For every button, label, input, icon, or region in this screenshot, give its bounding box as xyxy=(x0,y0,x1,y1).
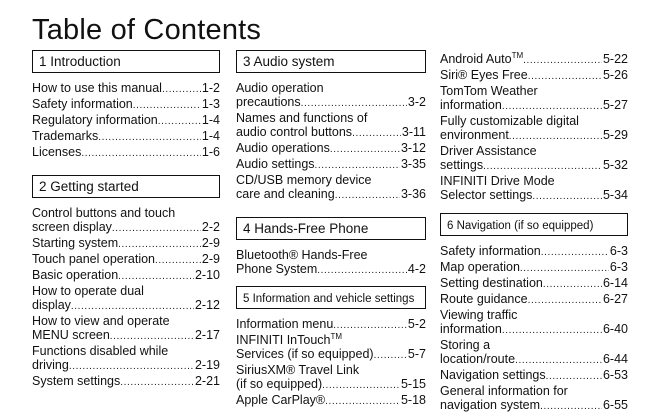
toc-entry-safety-information[interactable] xyxy=(440,244,628,260)
toc-entry-label: Regulatory information xyxy=(32,113,158,127)
dot-leader xyxy=(112,220,201,236)
section-list-navigation xyxy=(440,244,628,414)
toc-entry-label: information xyxy=(440,322,502,336)
toc-entry-last-line xyxy=(236,377,426,393)
toc-entry-cd-usb-memory-device-care-and-cleaning[interactable] xyxy=(236,173,426,203)
column-2 xyxy=(236,50,426,409)
dot-leader xyxy=(528,68,602,84)
toc-page-number: 5-26 xyxy=(602,68,628,82)
toc-entry-last-line xyxy=(236,393,426,409)
dot-leader xyxy=(325,393,400,409)
toc-entry-label: audio control buttons xyxy=(236,125,353,139)
toc-entry-label: Safety information xyxy=(32,97,133,111)
toc-page-number: 6-3 xyxy=(609,244,628,258)
toc-entry-label: How to use this manual xyxy=(32,81,162,95)
toc-entry-route-guidance[interactable] xyxy=(440,292,628,308)
toc-entry-last-line xyxy=(32,236,220,252)
toc-entry-label: Touch panel operation xyxy=(32,252,156,266)
dot-leader xyxy=(502,322,602,338)
toc-entry-line: Functions disabled while xyxy=(32,344,169,358)
toc-page-number: 2-17 xyxy=(194,328,220,342)
toc-entry-trademarks[interactable] xyxy=(32,129,220,145)
toc-entry-label: Licenses xyxy=(32,145,82,159)
toc-entry-label: Audio operations xyxy=(236,141,330,155)
toc-entry-label: Navigation settings xyxy=(440,368,546,382)
toc-entry-line: TomTom Weather xyxy=(440,84,538,98)
toc-entry-last-line xyxy=(440,128,628,144)
toc-entry-names-and-functions-of-audio-control-buttons[interactable] xyxy=(236,111,426,141)
toc-entry-siri-eyes-free[interactable] xyxy=(440,68,628,84)
toc-entry-viewing-traffic-information[interactable] xyxy=(440,308,628,338)
toc-entry-last-line xyxy=(236,157,426,173)
dot-leader xyxy=(509,128,602,144)
toc-page-number: 2-21 xyxy=(194,374,220,388)
toc-page-number: 6-40 xyxy=(602,322,628,336)
dot-leader xyxy=(330,141,400,157)
toc-page-number: 1-2 xyxy=(201,81,220,95)
dot-leader xyxy=(81,145,201,161)
dot-leader xyxy=(118,236,201,252)
dot-leader xyxy=(374,347,407,363)
toc-entry-fully-customizable-digital-environment[interactable] xyxy=(440,114,628,144)
toc-entry-regulatory-information[interactable] xyxy=(32,113,220,129)
dot-leader xyxy=(69,358,194,374)
toc-entry-siriusxm-travel-link-if-so-equipped[interactable] xyxy=(236,363,426,393)
toc-entry-last-line xyxy=(236,125,426,141)
toc-entry-last-line xyxy=(32,81,220,97)
toc-page-number: 6-44 xyxy=(602,352,628,366)
toc-page-number: 5-32 xyxy=(602,158,628,172)
toc-page-number: 3-36 xyxy=(400,187,426,201)
toc-page-number: 2-9 xyxy=(201,236,220,250)
section-list-hands-free-phone xyxy=(236,248,426,278)
dot-leader xyxy=(335,187,400,203)
toc-page-number: 3-11 xyxy=(401,125,426,139)
toc-page-number: 6-3 xyxy=(609,260,628,274)
dot-leader xyxy=(532,188,602,204)
toc-entry-last-line xyxy=(440,352,628,368)
toc-page-number: 5-18 xyxy=(400,393,426,407)
dot-leader xyxy=(543,276,602,292)
toc-entry-label: care and cleaning xyxy=(236,187,335,201)
toc-entry-line: Names and functions of xyxy=(236,111,368,125)
dot-leader xyxy=(483,158,602,174)
toc-entry-last-line xyxy=(236,262,426,278)
toc-entry-how-to-use-this-manual[interactable] xyxy=(32,81,220,97)
toc-entry-last-line xyxy=(440,158,628,174)
toc-entry-general-information-for-navigation-system[interactable] xyxy=(440,384,628,414)
toc-entry-driver-assistance-settings[interactable] xyxy=(440,144,628,174)
dot-leader xyxy=(71,298,194,314)
toc-entry-last-line xyxy=(32,252,220,268)
toc-entry-licenses[interactable] xyxy=(32,145,220,161)
toc-entry-map-operation[interactable] xyxy=(440,260,628,276)
dot-leader xyxy=(352,125,401,141)
toc-entry-android-auto[interactable] xyxy=(440,52,628,68)
toc-entry-last-line xyxy=(440,368,628,384)
toc-page-number: 2-2 xyxy=(201,220,220,234)
toc-entry-audio-operations[interactable] xyxy=(236,141,426,157)
page-title: Table of Contents xyxy=(32,14,262,46)
section-heading-hands-free-phone: 4 Hands-Free Phone xyxy=(236,217,426,240)
dot-leader xyxy=(162,81,201,97)
toc-entry-tomtom-weather-information[interactable] xyxy=(440,84,628,114)
toc-entry-label: MENU screen xyxy=(32,328,110,342)
dot-leader xyxy=(110,328,194,344)
toc-entry-label: Route guidance xyxy=(440,292,528,306)
toc-page-number: 2-12 xyxy=(194,298,220,312)
toc-entry-last-line xyxy=(32,298,220,314)
toc-entry-label: Safety information xyxy=(440,244,541,258)
toc-page-number: 3-12 xyxy=(400,141,426,155)
section-heading-navigation-label: 6 Navigation (if so equipped) xyxy=(447,220,594,232)
toc-entry-touch-panel-operation[interactable] xyxy=(32,252,220,268)
toc-entry-apple-carplay[interactable] xyxy=(236,393,426,409)
toc-entry-last-line xyxy=(32,97,220,113)
toc-entry-information-menu[interactable] xyxy=(236,317,426,333)
dot-leader xyxy=(120,374,194,390)
toc-entry-label: information xyxy=(440,98,502,112)
toc-entry-label: Setting destination xyxy=(440,276,543,290)
dot-leader xyxy=(301,95,407,111)
toc-entry-functions-disabled-while-driving[interactable] xyxy=(32,344,220,374)
toc-page-number: 2-19 xyxy=(194,358,220,372)
toc-page-number: 6-55 xyxy=(602,398,628,412)
toc-entry-line: General information for xyxy=(440,384,568,398)
toc-entry-label: Audio settings xyxy=(236,157,315,171)
dot-leader xyxy=(322,377,400,393)
dot-leader xyxy=(317,262,407,278)
toc-entry-last-line xyxy=(236,141,426,157)
toc-entry-audio-operation-precautions[interactable] xyxy=(236,81,426,111)
toc-page-number: 5-7 xyxy=(407,347,426,361)
section-list-information-part2 xyxy=(440,52,628,204)
column-1 xyxy=(32,50,220,390)
toc-entry-last-line xyxy=(440,398,628,414)
toc-entry-last-line xyxy=(32,268,220,284)
toc-page-number: 5-2 xyxy=(407,317,426,331)
toc-page-number: 5-15 xyxy=(400,377,426,391)
toc-entry-line: Viewing traffic xyxy=(440,308,518,322)
toc-entry-bluetooth-hands-free-phone-system[interactable] xyxy=(236,248,426,278)
column-3 xyxy=(440,52,628,414)
dot-leader xyxy=(118,268,194,284)
toc-entry-starting-system[interactable] xyxy=(32,236,220,252)
dot-leader xyxy=(133,97,201,113)
toc-entry-label: precautions xyxy=(236,95,301,109)
toc-entry-last-line xyxy=(440,98,628,114)
toc-entry-last-line xyxy=(236,347,426,363)
toc-entry-label: Siri® Eyes Free xyxy=(440,68,528,82)
toc-entry-last-line xyxy=(440,52,628,68)
toc-page-number: 4-2 xyxy=(407,262,426,276)
toc-entry-last-line xyxy=(32,220,220,236)
toc-entry-label: screen display xyxy=(32,220,112,234)
toc-entry-line: SiriusXM® Travel Link xyxy=(236,363,360,377)
toc-entry-label: Apple CarPlay® xyxy=(236,393,326,407)
toc-entry-navigation-settings[interactable] xyxy=(440,368,628,384)
dot-leader xyxy=(528,292,602,308)
section-heading-getting-started: 2 Getting started xyxy=(32,175,220,198)
toc-entry-last-line xyxy=(32,113,220,129)
toc-entry-last-line xyxy=(440,276,628,292)
dot-leader xyxy=(541,244,609,260)
toc-entry-label: Basic operation xyxy=(32,268,119,282)
dot-leader xyxy=(515,352,602,368)
toc-page-number: 3-35 xyxy=(400,157,426,171)
toc-entry-label: driving xyxy=(32,358,69,372)
section-heading-information-vehicle-settings xyxy=(236,286,426,309)
toc-entry-line: INFINITI InTouch™ xyxy=(236,331,343,347)
toc-entry-line: How to view and operate xyxy=(32,314,170,328)
toc-page-number: 2-9 xyxy=(201,252,220,266)
dot-leader xyxy=(502,98,602,114)
toc-entry-label: System settings xyxy=(32,374,121,388)
toc-entry-last-line xyxy=(236,317,426,333)
section-heading-navigation xyxy=(440,213,628,236)
toc-page-number: 5-27 xyxy=(602,98,628,112)
section-list-information-part1 xyxy=(236,317,426,409)
section-heading-information-label: 5 Information and vehicle settings xyxy=(243,293,415,305)
toc-entry-safety-information[interactable] xyxy=(32,97,220,113)
dot-leader xyxy=(523,52,602,68)
toc-page-number: 5-22 xyxy=(602,52,628,66)
toc-entry-label: settings xyxy=(440,158,484,172)
toc-entry-line: How to operate dual xyxy=(32,284,144,298)
toc-page-number: 2-10 xyxy=(194,268,220,282)
section-list-introduction xyxy=(32,81,220,161)
toc-entry-line: Driver Assistance xyxy=(440,144,537,158)
toc-page-number: 6-14 xyxy=(602,276,628,290)
toc-entry-line: INFINITI Drive Mode xyxy=(440,174,555,188)
toc-entry-control-buttons-and-touch-screen-display[interactable] xyxy=(32,206,220,236)
toc-page-number: 1-4 xyxy=(201,113,220,127)
toc-entry-last-line xyxy=(32,129,220,145)
toc-entry-label: environment xyxy=(440,128,509,142)
toc-page-number: 3-2 xyxy=(407,95,426,109)
toc-page-number: 1-6 xyxy=(201,145,220,159)
toc-entry-last-line xyxy=(440,292,628,308)
toc-page-number: 6-27 xyxy=(602,292,628,306)
toc-entry-line: Bluetooth® Hands-Free xyxy=(236,248,368,262)
toc-entry-infiniti-drive-mode-selector-settings[interactable] xyxy=(440,174,628,204)
toc-entry-how-to-operate-dual-display[interactable] xyxy=(32,284,220,314)
dot-leader xyxy=(546,368,602,384)
dot-leader xyxy=(315,157,400,173)
section-list-getting-started xyxy=(32,206,220,390)
toc-entry-how-to-view-and-operate-menu-screen[interactable] xyxy=(32,314,220,344)
dot-leader xyxy=(520,260,609,276)
toc-entry-last-line xyxy=(440,260,628,276)
toc-entry-last-line xyxy=(440,188,628,204)
toc-page-number: 6-53 xyxy=(602,368,628,382)
toc-entry-last-line xyxy=(440,322,628,338)
section-heading-introduction: 1 Introduction xyxy=(32,50,220,73)
toc-entry-label: (if so equipped) xyxy=(236,377,323,391)
toc-entry-line: Control buttons and touch xyxy=(32,206,176,220)
dot-leader xyxy=(155,252,201,268)
toc-entry-label: Phone System xyxy=(236,262,318,276)
toc-entry-last-line xyxy=(32,328,220,344)
toc-entry-line: Audio operation xyxy=(236,81,324,95)
toc-entry-storing-a-location-route[interactable] xyxy=(440,338,628,368)
dot-leader xyxy=(98,129,201,145)
toc-entry-last-line xyxy=(440,68,628,84)
toc-entry-last-line xyxy=(236,187,426,203)
toc-entry-label: Services (if so equipped) xyxy=(236,347,374,361)
toc-entry-last-line xyxy=(32,358,220,374)
toc-entry-label: Starting system xyxy=(32,236,119,250)
section-heading-audio-system: 3 Audio system xyxy=(236,50,426,73)
toc-page-number: 5-29 xyxy=(602,128,628,142)
toc-page-number: 1-3 xyxy=(201,97,220,111)
toc-entry-line: Fully customizable digital xyxy=(440,114,579,128)
toc-entry-line: CD/USB memory device xyxy=(236,173,372,187)
toc-page-number: 1-4 xyxy=(201,129,220,143)
toc-entry-label: Selector settings xyxy=(440,188,533,202)
toc-entry-line: Storing a xyxy=(440,338,491,352)
toc-entry-system-settings[interactable] xyxy=(32,374,220,390)
toc-entry-last-line xyxy=(440,244,628,260)
dot-leader xyxy=(158,113,201,129)
dot-leader xyxy=(540,398,602,414)
toc-entry-last-line xyxy=(32,145,220,161)
toc-entry-label: Map operation xyxy=(440,260,520,274)
toc-entry-last-line xyxy=(236,95,426,111)
toc-entry-audio-settings[interactable] xyxy=(236,157,426,173)
toc-entry-last-line xyxy=(32,374,220,390)
toc-entry-setting-destination[interactable] xyxy=(440,276,628,292)
toc-page-number: 5-34 xyxy=(602,188,628,202)
dot-leader xyxy=(333,317,407,333)
toc-entry-basic-operation[interactable] xyxy=(32,268,220,284)
toc-entry-label: Android Auto™ xyxy=(440,50,524,66)
toc-entry-label: navigation system xyxy=(440,398,541,412)
toc-entry-label: Information menu xyxy=(236,317,334,331)
toc-entry-label: Trademarks xyxy=(32,129,99,143)
section-list-audio-system xyxy=(236,81,426,203)
toc-entry-label: location/route xyxy=(440,352,516,366)
toc-entry-infiniti-intouch-services-if-so-equipped[interactable] xyxy=(236,333,426,363)
toc-entry-label: display xyxy=(32,298,71,312)
